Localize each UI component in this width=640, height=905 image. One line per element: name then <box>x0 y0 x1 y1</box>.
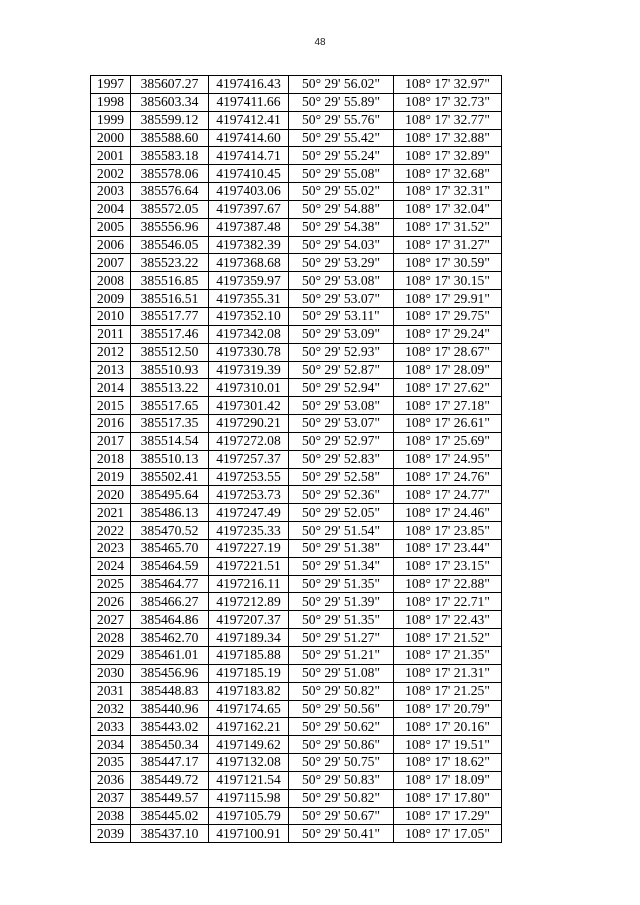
y-coordinate-cell: 4197235.33 <box>209 522 289 540</box>
point-number-cell: 2032 <box>91 700 131 718</box>
y-coordinate-cell: 4197207.37 <box>209 611 289 629</box>
table-row <box>91 325 502 343</box>
y-coordinate-cell: 4197352.10 <box>209 307 289 325</box>
point-number-cell: 2037 <box>91 789 131 807</box>
y-coordinate-cell: 4197416.43 <box>209 76 289 94</box>
latitude-cell: 50° 29' 53.07" <box>289 415 394 433</box>
table-row <box>91 415 502 433</box>
point-number-cell: 2027 <box>91 611 131 629</box>
y-coordinate-cell: 4197132.08 <box>209 754 289 772</box>
latitude-cell: 50° 29' 50.82" <box>289 789 394 807</box>
longitude-cell: 108° 17' 24.77" <box>394 486 502 504</box>
table-row <box>91 254 502 272</box>
x-coordinate-cell: 385546.05 <box>131 236 209 254</box>
point-number-cell: 2023 <box>91 539 131 557</box>
latitude-cell: 50° 29' 55.02" <box>289 183 394 201</box>
table-row <box>91 522 502 540</box>
x-coordinate-cell: 385465.70 <box>131 539 209 557</box>
longitude-cell: 108° 17' 32.97" <box>394 76 502 94</box>
point-number-cell: 2030 <box>91 664 131 682</box>
x-coordinate-cell: 385517.65 <box>131 397 209 415</box>
y-coordinate-cell: 4197121.54 <box>209 771 289 789</box>
table-row <box>91 647 502 665</box>
table-row <box>91 165 502 183</box>
latitude-cell: 50° 29' 53.09" <box>289 325 394 343</box>
table-row <box>91 486 502 504</box>
y-coordinate-cell: 4197359.97 <box>209 272 289 290</box>
table-row <box>91 629 502 647</box>
y-coordinate-cell: 4197105.79 <box>209 807 289 825</box>
latitude-cell: 50° 29' 50.83" <box>289 771 394 789</box>
x-coordinate-cell: 385516.51 <box>131 290 209 308</box>
point-number-cell: 2004 <box>91 200 131 218</box>
longitude-cell: 108° 17' 28.09" <box>394 361 502 379</box>
longitude-cell: 108° 17' 29.91" <box>394 290 502 308</box>
longitude-cell: 108° 17' 29.24" <box>394 325 502 343</box>
x-coordinate-cell: 385556.96 <box>131 218 209 236</box>
longitude-cell: 108° 17' 27.62" <box>394 379 502 397</box>
latitude-cell: 50° 29' 54.88" <box>289 200 394 218</box>
table-row <box>91 93 502 111</box>
x-coordinate-cell: 385464.77 <box>131 575 209 593</box>
y-coordinate-cell: 4197403.06 <box>209 183 289 201</box>
table-row <box>91 700 502 718</box>
point-number-cell: 2009 <box>91 290 131 308</box>
point-number-cell: 2010 <box>91 307 131 325</box>
x-coordinate-cell: 385578.06 <box>131 165 209 183</box>
latitude-cell: 50° 29' 52.58" <box>289 468 394 486</box>
x-coordinate-cell: 385495.64 <box>131 486 209 504</box>
x-coordinate-cell: 385447.17 <box>131 754 209 772</box>
point-number-cell: 1999 <box>91 111 131 129</box>
latitude-cell: 50° 29' 51.21" <box>289 647 394 665</box>
table-row <box>91 147 502 165</box>
y-coordinate-cell: 4197227.19 <box>209 539 289 557</box>
table-row <box>91 343 502 361</box>
latitude-cell: 50° 29' 51.38" <box>289 539 394 557</box>
point-number-cell: 2026 <box>91 593 131 611</box>
point-number-cell: 2034 <box>91 736 131 754</box>
longitude-cell: 108° 17' 31.27" <box>394 236 502 254</box>
y-coordinate-cell: 4197342.08 <box>209 325 289 343</box>
longitude-cell: 108° 17' 24.76" <box>394 468 502 486</box>
longitude-cell: 108° 17' 30.59" <box>394 254 502 272</box>
table-row <box>91 664 502 682</box>
point-number-cell: 2018 <box>91 450 131 468</box>
longitude-cell: 108° 17' 31.52" <box>394 218 502 236</box>
y-coordinate-cell: 4197257.37 <box>209 450 289 468</box>
y-coordinate-cell: 4197272.08 <box>209 432 289 450</box>
table-row <box>91 825 502 843</box>
x-coordinate-cell: 385523.22 <box>131 254 209 272</box>
latitude-cell: 50° 29' 51.54" <box>289 522 394 540</box>
x-coordinate-cell: 385440.96 <box>131 700 209 718</box>
point-number-cell: 2017 <box>91 432 131 450</box>
point-number-cell: 2016 <box>91 415 131 433</box>
y-coordinate-cell: 4197115.98 <box>209 789 289 807</box>
longitude-cell: 108° 17' 26.61" <box>394 415 502 433</box>
latitude-cell: 50° 29' 52.97" <box>289 432 394 450</box>
y-coordinate-cell: 4197162.21 <box>209 718 289 736</box>
point-number-cell: 2011 <box>91 325 131 343</box>
longitude-cell: 108° 17' 22.88" <box>394 575 502 593</box>
latitude-cell: 50° 29' 55.42" <box>289 129 394 147</box>
table-row <box>91 361 502 379</box>
point-number-cell: 2031 <box>91 682 131 700</box>
y-coordinate-cell: 4197183.82 <box>209 682 289 700</box>
table-row <box>91 736 502 754</box>
point-number-cell: 2001 <box>91 147 131 165</box>
point-number-cell: 2021 <box>91 504 131 522</box>
table-row <box>91 450 502 468</box>
x-coordinate-cell: 385449.57 <box>131 789 209 807</box>
x-coordinate-cell: 385445.02 <box>131 807 209 825</box>
longitude-cell: 108° 17' 32.04" <box>394 200 502 218</box>
longitude-cell: 108° 17' 32.88" <box>394 129 502 147</box>
point-number-cell: 2029 <box>91 647 131 665</box>
latitude-cell: 50° 29' 51.08" <box>289 664 394 682</box>
y-coordinate-cell: 4197355.31 <box>209 290 289 308</box>
x-coordinate-cell: 385512.50 <box>131 343 209 361</box>
table-row <box>91 272 502 290</box>
latitude-cell: 50° 29' 53.08" <box>289 397 394 415</box>
latitude-cell: 50° 29' 51.35" <box>289 611 394 629</box>
longitude-cell: 108° 17' 24.95" <box>394 450 502 468</box>
longitude-cell: 108° 17' 20.16" <box>394 718 502 736</box>
x-coordinate-cell: 385461.01 <box>131 647 209 665</box>
longitude-cell: 108° 17' 24.46" <box>394 504 502 522</box>
longitude-cell: 108° 17' 23.44" <box>394 539 502 557</box>
y-coordinate-cell: 4197368.68 <box>209 254 289 272</box>
latitude-cell: 50° 29' 53.29" <box>289 254 394 272</box>
latitude-cell: 50° 29' 50.67" <box>289 807 394 825</box>
latitude-cell: 50° 29' 52.05" <box>289 504 394 522</box>
point-number-cell: 2033 <box>91 718 131 736</box>
y-coordinate-cell: 4197414.60 <box>209 129 289 147</box>
x-coordinate-cell: 385588.60 <box>131 129 209 147</box>
table-row <box>91 771 502 789</box>
x-coordinate-cell: 385607.27 <box>131 76 209 94</box>
point-number-cell: 2003 <box>91 183 131 201</box>
x-coordinate-cell: 385583.18 <box>131 147 209 165</box>
x-coordinate-cell: 385516.85 <box>131 272 209 290</box>
x-coordinate-cell: 385513.22 <box>131 379 209 397</box>
y-coordinate-cell: 4197174.65 <box>209 700 289 718</box>
longitude-cell: 108° 17' 27.18" <box>394 397 502 415</box>
latitude-cell: 50° 29' 51.39" <box>289 593 394 611</box>
longitude-cell: 108° 17' 17.80" <box>394 789 502 807</box>
longitude-cell: 108° 17' 22.43" <box>394 611 502 629</box>
table-row <box>91 468 502 486</box>
point-number-cell: 2039 <box>91 825 131 843</box>
table-row <box>91 76 502 94</box>
latitude-cell: 50° 29' 52.93" <box>289 343 394 361</box>
latitude-cell: 50° 29' 50.86" <box>289 736 394 754</box>
longitude-cell: 108° 17' 32.73" <box>394 93 502 111</box>
table-row <box>91 218 502 236</box>
x-coordinate-cell: 385443.02 <box>131 718 209 736</box>
y-coordinate-cell: 4197412.41 <box>209 111 289 129</box>
latitude-cell: 50° 29' 55.08" <box>289 165 394 183</box>
longitude-cell: 108° 17' 23.85" <box>394 522 502 540</box>
table-row <box>91 379 502 397</box>
y-coordinate-cell: 4197212.89 <box>209 593 289 611</box>
longitude-cell: 108° 17' 32.31" <box>394 183 502 201</box>
y-coordinate-cell: 4197100.91 <box>209 825 289 843</box>
latitude-cell: 50° 29' 56.02" <box>289 76 394 94</box>
y-coordinate-cell: 4197414.71 <box>209 147 289 165</box>
x-coordinate-cell: 385456.96 <box>131 664 209 682</box>
y-coordinate-cell: 4197253.73 <box>209 486 289 504</box>
point-number-cell: 2008 <box>91 272 131 290</box>
longitude-cell: 108° 17' 19.51" <box>394 736 502 754</box>
latitude-cell: 50° 29' 55.76" <box>289 111 394 129</box>
x-coordinate-cell: 385502.41 <box>131 468 209 486</box>
y-coordinate-cell: 4197411.66 <box>209 93 289 111</box>
x-coordinate-cell: 385466.27 <box>131 593 209 611</box>
x-coordinate-cell: 385514.54 <box>131 432 209 450</box>
point-number-cell: 2006 <box>91 236 131 254</box>
x-coordinate-cell: 385576.64 <box>131 183 209 201</box>
longitude-cell: 108° 17' 23.15" <box>394 557 502 575</box>
y-coordinate-cell: 4197310.01 <box>209 379 289 397</box>
x-coordinate-cell: 385464.86 <box>131 611 209 629</box>
point-number-cell: 2012 <box>91 343 131 361</box>
latitude-cell: 50° 29' 51.34" <box>289 557 394 575</box>
point-number-cell: 2028 <box>91 629 131 647</box>
table-row <box>91 611 502 629</box>
y-coordinate-cell: 4197319.39 <box>209 361 289 379</box>
latitude-cell: 50° 29' 50.56" <box>289 700 394 718</box>
longitude-cell: 108° 17' 17.05" <box>394 825 502 843</box>
latitude-cell: 50° 29' 51.27" <box>289 629 394 647</box>
point-number-cell: 2020 <box>91 486 131 504</box>
longitude-cell: 108° 17' 21.52" <box>394 629 502 647</box>
table-row <box>91 236 502 254</box>
longitude-cell: 108° 17' 20.79" <box>394 700 502 718</box>
y-coordinate-cell: 4197397.67 <box>209 200 289 218</box>
x-coordinate-cell: 385464.59 <box>131 557 209 575</box>
coordinates-table-body <box>91 76 502 843</box>
table-row <box>91 754 502 772</box>
y-coordinate-cell: 4197247.49 <box>209 504 289 522</box>
table-row <box>91 129 502 147</box>
longitude-cell: 108° 17' 21.25" <box>394 682 502 700</box>
point-number-cell: 1998 <box>91 93 131 111</box>
x-coordinate-cell: 385517.35 <box>131 415 209 433</box>
latitude-cell: 50° 29' 52.36" <box>289 486 394 504</box>
longitude-cell: 108° 17' 32.68" <box>394 165 502 183</box>
y-coordinate-cell: 4197301.42 <box>209 397 289 415</box>
latitude-cell: 50° 29' 55.24" <box>289 147 394 165</box>
point-number-cell: 2005 <box>91 218 131 236</box>
latitude-cell: 50° 29' 53.11" <box>289 307 394 325</box>
y-coordinate-cell: 4197221.51 <box>209 557 289 575</box>
latitude-cell: 50° 29' 50.75" <box>289 754 394 772</box>
longitude-cell: 108° 17' 28.67" <box>394 343 502 361</box>
y-coordinate-cell: 4197387.48 <box>209 218 289 236</box>
x-coordinate-cell: 385448.83 <box>131 682 209 700</box>
table-row <box>91 183 502 201</box>
y-coordinate-cell: 4197253.55 <box>209 468 289 486</box>
x-coordinate-cell: 385462.70 <box>131 629 209 647</box>
point-number-cell: 2014 <box>91 379 131 397</box>
longitude-cell: 108° 17' 17.29" <box>394 807 502 825</box>
y-coordinate-cell: 4197330.78 <box>209 343 289 361</box>
y-coordinate-cell: 4197185.88 <box>209 647 289 665</box>
point-number-cell: 2013 <box>91 361 131 379</box>
table-row <box>91 789 502 807</box>
y-coordinate-cell: 4197382.39 <box>209 236 289 254</box>
x-coordinate-cell: 385486.13 <box>131 504 209 522</box>
longitude-cell: 108° 17' 32.77" <box>394 111 502 129</box>
table-row <box>91 432 502 450</box>
table-row <box>91 718 502 736</box>
x-coordinate-cell: 385470.52 <box>131 522 209 540</box>
point-number-cell: 2025 <box>91 575 131 593</box>
point-number-cell: 2000 <box>91 129 131 147</box>
longitude-cell: 108° 17' 25.69" <box>394 432 502 450</box>
x-coordinate-cell: 385449.72 <box>131 771 209 789</box>
table-row <box>91 397 502 415</box>
table-row <box>91 593 502 611</box>
y-coordinate-cell: 4197410.45 <box>209 165 289 183</box>
table-row <box>91 557 502 575</box>
latitude-cell: 50° 29' 54.03" <box>289 236 394 254</box>
y-coordinate-cell: 4197149.62 <box>209 736 289 754</box>
table-row <box>91 682 502 700</box>
x-coordinate-cell: 385510.13 <box>131 450 209 468</box>
longitude-cell: 108° 17' 22.71" <box>394 593 502 611</box>
y-coordinate-cell: 4197185.19 <box>209 664 289 682</box>
table-row <box>91 575 502 593</box>
table-row <box>91 290 502 308</box>
point-number-cell: 2022 <box>91 522 131 540</box>
x-coordinate-cell: 385572.05 <box>131 200 209 218</box>
table-row <box>91 539 502 557</box>
longitude-cell: 108° 17' 18.62" <box>394 754 502 772</box>
longitude-cell: 108° 17' 32.89" <box>394 147 502 165</box>
table-row <box>91 807 502 825</box>
x-coordinate-cell: 385437.10 <box>131 825 209 843</box>
table-row <box>91 111 502 129</box>
point-number-cell: 2015 <box>91 397 131 415</box>
y-coordinate-cell: 4197290.21 <box>209 415 289 433</box>
point-number-cell: 2007 <box>91 254 131 272</box>
latitude-cell: 50° 29' 52.94" <box>289 379 394 397</box>
x-coordinate-cell: 385450.34 <box>131 736 209 754</box>
x-coordinate-cell: 385517.46 <box>131 325 209 343</box>
longitude-cell: 108° 17' 30.15" <box>394 272 502 290</box>
table-row <box>91 504 502 522</box>
latitude-cell: 50° 29' 55.89" <box>289 93 394 111</box>
point-number-cell: 2036 <box>91 771 131 789</box>
point-number-cell: 2002 <box>91 165 131 183</box>
latitude-cell: 50° 29' 52.83" <box>289 450 394 468</box>
latitude-cell: 50° 29' 50.82" <box>289 682 394 700</box>
y-coordinate-cell: 4197189.34 <box>209 629 289 647</box>
point-number-cell: 1997 <box>91 76 131 94</box>
latitude-cell: 50° 29' 50.62" <box>289 718 394 736</box>
coordinates-table <box>90 75 502 843</box>
y-coordinate-cell: 4197216.11 <box>209 575 289 593</box>
point-number-cell: 2038 <box>91 807 131 825</box>
point-number-cell: 2019 <box>91 468 131 486</box>
table-row <box>91 307 502 325</box>
x-coordinate-cell: 385510.93 <box>131 361 209 379</box>
x-coordinate-cell: 385517.77 <box>131 307 209 325</box>
longitude-cell: 108° 17' 29.75" <box>394 307 502 325</box>
x-coordinate-cell: 385599.12 <box>131 111 209 129</box>
latitude-cell: 50° 29' 53.08" <box>289 272 394 290</box>
point-number-cell: 2024 <box>91 557 131 575</box>
longitude-cell: 108° 17' 21.35" <box>394 647 502 665</box>
latitude-cell: 50° 29' 53.07" <box>289 290 394 308</box>
latitude-cell: 50° 29' 52.87" <box>289 361 394 379</box>
latitude-cell: 50° 29' 51.35" <box>289 575 394 593</box>
point-number-cell: 2035 <box>91 754 131 772</box>
table-row <box>91 200 502 218</box>
latitude-cell: 50° 29' 50.41" <box>289 825 394 843</box>
longitude-cell: 108° 17' 18.09" <box>394 771 502 789</box>
x-coordinate-cell: 385603.34 <box>131 93 209 111</box>
latitude-cell: 50° 29' 54.38" <box>289 218 394 236</box>
page-number: 48 <box>314 37 326 48</box>
longitude-cell: 108° 17' 21.31" <box>394 664 502 682</box>
